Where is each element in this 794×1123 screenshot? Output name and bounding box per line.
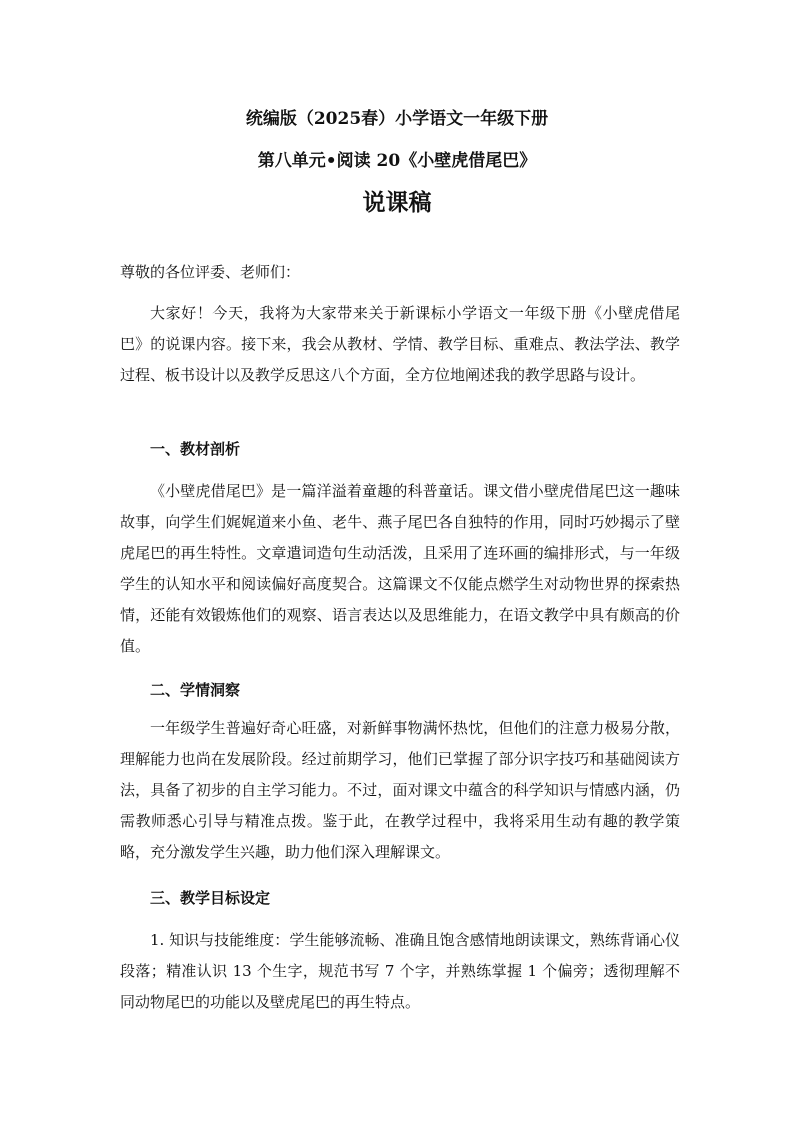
section-heading-textbook: 一、教材剖析 [150,440,241,458]
document-title-line1: 统编版（2025春）小学语文一年级下册 [245,109,549,129]
section-heading-objectives: 三、教学目标设定 [150,889,271,907]
section-text-learners: 一年级学生普遍好奇心旺盛，对新鲜事物满怀热忱，但他们的注意力极易分散，理解能力也尚在发展阶段。经过前期学习，他们已掌握了部分识字技巧和基础阅读方法，具备了初步的自主学习能力。不过，面对课文中蕴含的科学知识与情感内涵，仍需教师悉心引导与精准点拨。鉴于此，在教学过程中，我将采用生动有趣的教学策略，充分激发学生兴趣，助力他们深入理解课文。 [120,719,680,861]
section-text-textbook: 《小壁虎借尾巴》是一篇洋溢着童趣的科普童话。课文借小壁虎借尾巴这一趣味故事，向学生们娓娓道来小鱼、老牛、燕子尾巴各自独特的作用，同时巧妙揭示了壁虎尾巴的再生特性。文章遣词造句生动活泼，且采用了连环画的编排形式，与一年级学生的认知水平和阅读偏好高度契合。这篇课文不仅能点燃学生对动物世界的探索热情，还能有效锻炼他们的观察、语言表达以及思维能力，在语文教学中具有颇高的价值。 [120,482,680,655]
greeting-paragraph: 尊敬的各位评委、老师们： [120,263,301,281]
section-text-objectives: 1. 知识与技能维度：学生能够流畅、准确且饱含感情地朗读课文，熟练背诵心仪段落；精准认识 13 个生字，规范书写 7 个字，并熟练掌握 1 个偏旁；透彻理解不同动物尾巴的功能以及壁虎尾巴的再生特点。 [120,931,680,1011]
section-heading-learners: 二、学情洞察 [150,681,241,699]
document-title-main: 说课稿 [362,189,432,216]
document-title-line2: 第八单元•阅读 20《小壁虎借尾巴》 [257,151,537,171]
intro-paragraph: 大家好！今天，我将为大家带来关于新课标小学语文一年级下册《小壁虎借尾巴》的说课内容。接下来，我会从教材、学情、教学目标、重难点、教法学法、教学过程、板书设计以及教学反思这八个方面，全方位地阐述我的教学思路与设计。 [120,304,680,384]
